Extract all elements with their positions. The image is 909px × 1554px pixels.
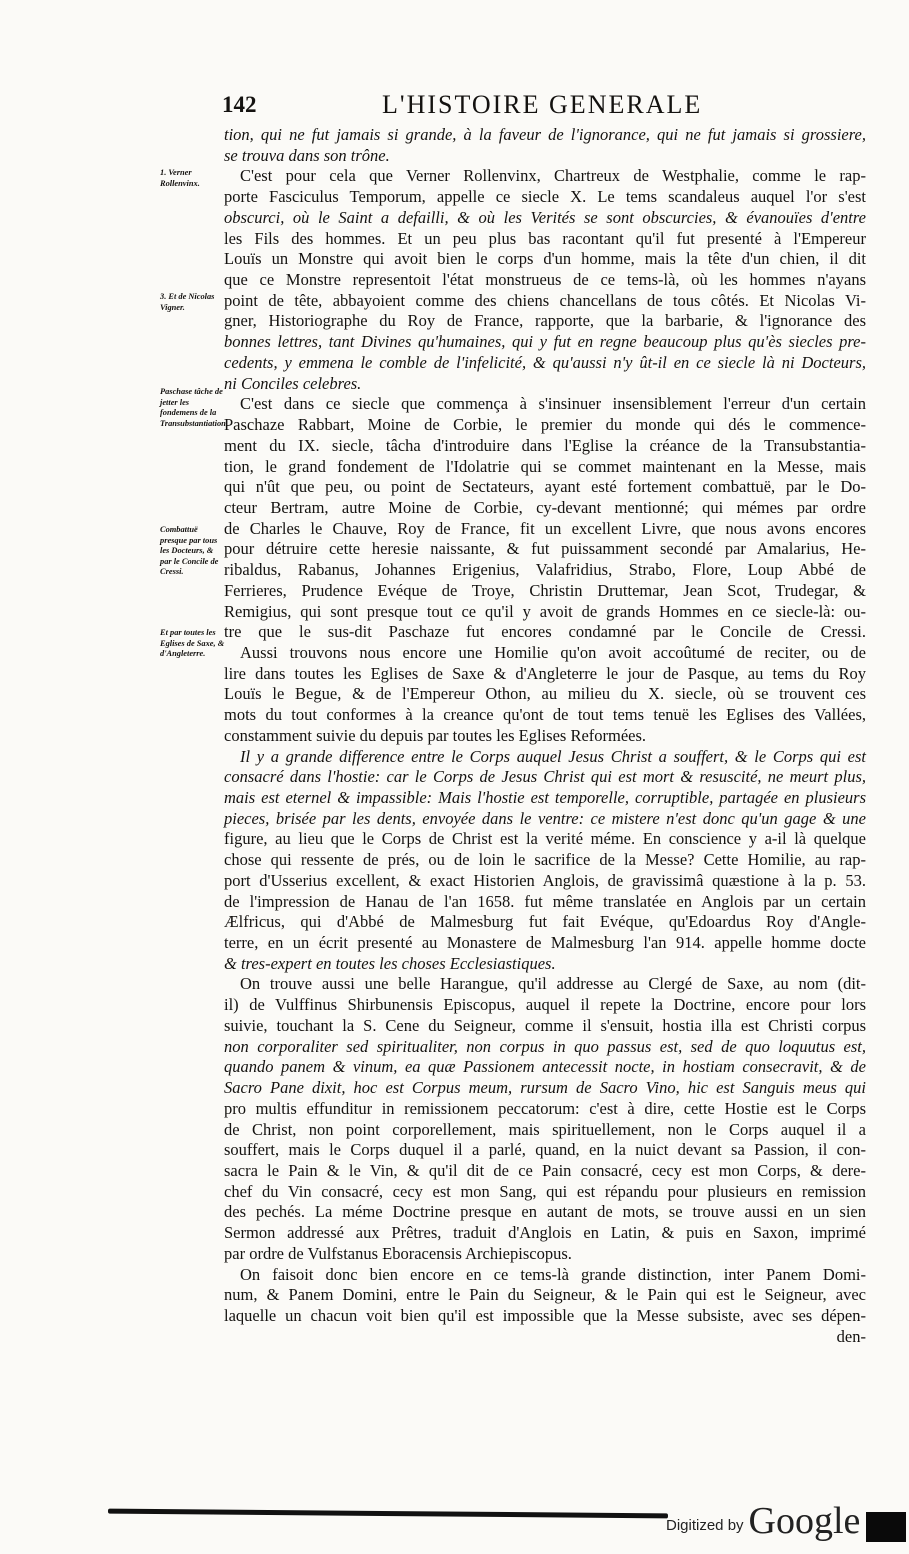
text-line: que ce Monstre representoit l'état monstrueus de ce tems-là, où les hommes n'ayans xyxy=(224,270,866,290)
text-line: port d'Usserius excellent, & exact Historien Anglois, de gravissimâ quæstione à la p. 53. xyxy=(224,870,866,890)
text-line: se trouva dans son trône. xyxy=(224,145,390,165)
text-line: tion, le grand fondement de l'Idolatrie qui se commet maintenant en la Messe, mais xyxy=(224,456,866,476)
text-line: laquelle un chacun voit bien qu'il est impossible que la Messe subsiste, avec ses dépen- xyxy=(224,1305,866,1325)
text-line: terre, en un écrit presenté au Monastere de Malmesburg l'an 914. appelle homme docte xyxy=(224,933,866,953)
text-line: pro multis effunditur in remissionem peccatorum: c'est à dire, cette Hostie est le Corps xyxy=(224,1098,866,1118)
body-text xyxy=(224,125,866,1347)
text-line: de l'impression de Hanau de l'an 1658. fut même translatée en Anglois par un certain xyxy=(224,891,866,911)
page-header xyxy=(222,92,862,126)
text-line: Ferrieres, Prudence Evéque de Troye, Christin Druttemar, Jean Scot, Trudegar, & xyxy=(224,580,866,600)
text-line: Sermon addressé aux Prêtres, traduit d'Anglois en Latin, & puis en Saxon, imprimé xyxy=(224,1223,866,1243)
text-line: pieces, brisée par les dents, envoyée dans le ventre: ce mistere n'est donc qu'un gage & une xyxy=(224,808,866,828)
text-line: Louïs le Begue, & de l'Empereur Othon, au milieu du X. siecle, où se trouvent ces xyxy=(224,684,866,704)
text-line: Paschaze Rabbart, Moine de Corbie, le premier du monde qui dés le commence- xyxy=(224,415,866,435)
text-line: pour détruire cette heresie naissante, & fut puissamment secondé par Amalarius, He- xyxy=(224,539,866,559)
text-line: par ordre de Vulfstanus Eboracensis Archiepiscopus. xyxy=(224,1243,572,1263)
text-line: lire dans toutes les Eglises de Saxe & d'Angleterre le jour de Pasque, au tems du Roy xyxy=(224,663,866,683)
text-line: chose qui ressente de prés, ou de loin le sacrifice de la Messe? Cette Homilie, au rap- xyxy=(224,850,866,870)
scan-edge-mark xyxy=(866,1512,906,1542)
text-line: souffert, mais le Corps duquel il a parlé, quand, en la nuict devant sa Passion, il con- xyxy=(224,1140,866,1160)
text-line: Aussi trouvons nous encore une Homilie qu'on avoit accoûtumé de reciter, ou de xyxy=(240,642,866,662)
text-line: Louïs un Monstre qui avoit bien le corps d'un homme, mais la tête d'un chien, il dit xyxy=(224,249,866,269)
text-line: cedents, y emmena le comble de l'infelicité, & qu'aussi n'y ût-il en ce siecle là ni Docteurs, xyxy=(224,352,866,372)
text-line: ni Conciles celebres. xyxy=(224,373,362,393)
text-line: C'est dans ce siecle que commença à s'insinuer insensiblement l'erreur d'un certain xyxy=(240,394,866,414)
text-line: ribaldus, Rabanus, Johannes Erigenius, Valafridius, Strabo, Flore, Loup Abbé de xyxy=(224,560,866,580)
text-line: mais est eternel & impassible: Mais l'hostie est temporelle, corruptible, partagée en plusieurs xyxy=(224,788,866,807)
margin-note: 3. Et de Nicolas Vigner. xyxy=(160,292,215,312)
text-line: cteur Bertram, autre Moine de Corbie, cy-devant mentionné; qui mémes par ordre xyxy=(224,497,866,517)
text-line: point de tête, abbayoient comme des chiens chancellans de tous côtés. Et Nicolas Vi- xyxy=(224,290,866,310)
text-line: Remigius, qui sont presque tout ce qu'il y avoit de grands Hommes en ce siecle-là: ou- xyxy=(224,601,866,621)
text-line: non corporaliter sed spiritualiter, non corpus in quo passus est, sed de quo loquutus est, xyxy=(224,1036,866,1056)
text-line: tre que le sus-dit Paschaze fut encores condamné par le Concile de Cressi. xyxy=(224,622,866,642)
digitization-watermark xyxy=(666,1496,860,1540)
google-logo: Google xyxy=(748,1500,861,1542)
running-head: L'HISTOIRE GENERALE xyxy=(382,90,703,119)
margin-note: 1. Verner Rollenvinx. xyxy=(160,168,200,188)
text-line: suivie, touchant la S. Cene du Seigneur, comme il s'ensuit, hostia illa est Christi corpus xyxy=(224,1015,866,1035)
text-line: qui n'ût que peu, ou point de Sectateurs, ayant esté fortement combattuë, par le Do- xyxy=(224,477,866,497)
text-line: bonnes lettres, tant Divines qu'humaines, qui y fut en regne beaucoup plus qu'ès siecles pre- xyxy=(224,332,866,352)
margin-note: Et par toutes les Eglises de Saxe, & d'Angleterre. xyxy=(160,628,225,658)
text-line: On faisoit donc bien encore en ce tems-là grande distinction, inter Panem Domi- xyxy=(240,1264,866,1284)
text-line: mots du tout conformes à la creance qu'ont de tout tems tenuë les Eglises des Vallées, xyxy=(224,705,866,725)
text-line: On trouve aussi une belle Harangue, qu'il addresse au Clergé de Saxe, au nom (dit- xyxy=(240,974,866,994)
text-line: tion, qui ne fut jamais si grande, à la faveur de l'ignorance, qui ne fut jamais si grossiere, xyxy=(224,125,866,144)
text-line: Il y a grande difference entre le Corps auquel Jesus Christ a souffert, & le Corps qui est xyxy=(240,746,866,766)
text-line: Ælfricus, qui d'Abbé de Malmesburg fut fait Evéque, qu'Edoardus Roy d'Angle- xyxy=(224,912,866,932)
margin-note: Paschase tâche de jetter les fondemens de la Transubstantiation. xyxy=(160,387,228,428)
text-line: ment du IX. siecle, tâcha d'introduire dans l'Eglise la créance de la Transubstantia- xyxy=(224,435,866,455)
text-line: obscurci, où le Saint a defailli, & où les Verités se sont obscurcies, & évanouïes d'entre xyxy=(224,207,866,227)
text-line: num, & Panem Domini, entre le Pain du Seigneur, & le Pain qui est le Seigneur, avec xyxy=(224,1285,866,1305)
text-line: constamment suivie du depuis par toutes les Eglises Reformées. xyxy=(224,725,647,745)
margin-note: Combattuë presque par tous les Docteurs, & par le Concile de Cressi. xyxy=(160,525,219,576)
text-line: chef du Vin consacré, cecy est mon Sang, qui est répandu pour plusieurs en remission xyxy=(224,1181,866,1201)
text-line: il) de Vulffinus Shirbunensis Episcopus, auquel il repete la Doctrine, encore pour lors xyxy=(224,995,866,1015)
text-line: les Fils des hommes. Et un peu plus bas racontant qu'il fut presenté à l'Empereur xyxy=(224,228,866,248)
catchword: den- xyxy=(836,1326,866,1346)
text-line: de Charles le Chauve, Roy de France, fit un excellent Livre, que nous avons encores xyxy=(224,518,866,538)
text-line: des pechés. La méme Doctrine presque en autant de mots, se trouve aussi en un sien xyxy=(224,1202,866,1222)
text-line: sacra le Pain & le Vin, & qu'il dit de ce Pain consacré, cecy est mon Corps, & dere- xyxy=(224,1160,866,1180)
text-line: porte Fasciculus Temporum, appelle ce siecle X. Le tems scandaleus auquel l'or s'est xyxy=(224,187,866,207)
text-line: quando panem & vinum, ea quæ Passionem antecessit nocte, in hostiam consecravit, & de xyxy=(224,1057,866,1077)
scan-rule xyxy=(108,1506,668,1522)
text-line: & tres-expert en toutes les choses Ecclesiastiques. xyxy=(224,953,556,973)
page-number: 142 xyxy=(222,92,257,117)
watermark-prefix: Digitized by xyxy=(666,1517,744,1534)
text-line: gner, Historiographe du Roy de France, rapporte, que la barbarie, & l'ignorance des xyxy=(224,311,866,331)
text-line: de Christ, non point corporellement, mais spirituellement, non le Corps auquel il a xyxy=(224,1119,866,1139)
text-line: consacré dans l'hostie: car le Corps de Jesus Christ qui est mort & resuscité, ne meurt plus, xyxy=(224,767,866,787)
text-line: figure, au lieu que le Corps de Christ est la verité méme. En conscience y a-il là quelque xyxy=(224,829,866,849)
text-line: Sacro Pane dixit, hoc est Corpus meum, rursum de Sacro Vino, hic est Sanguis meus qui xyxy=(224,1078,866,1098)
text-line: C'est pour cela que Verner Rollenvinx, Chartreux de Westphalie, comme le rap- xyxy=(240,166,866,186)
